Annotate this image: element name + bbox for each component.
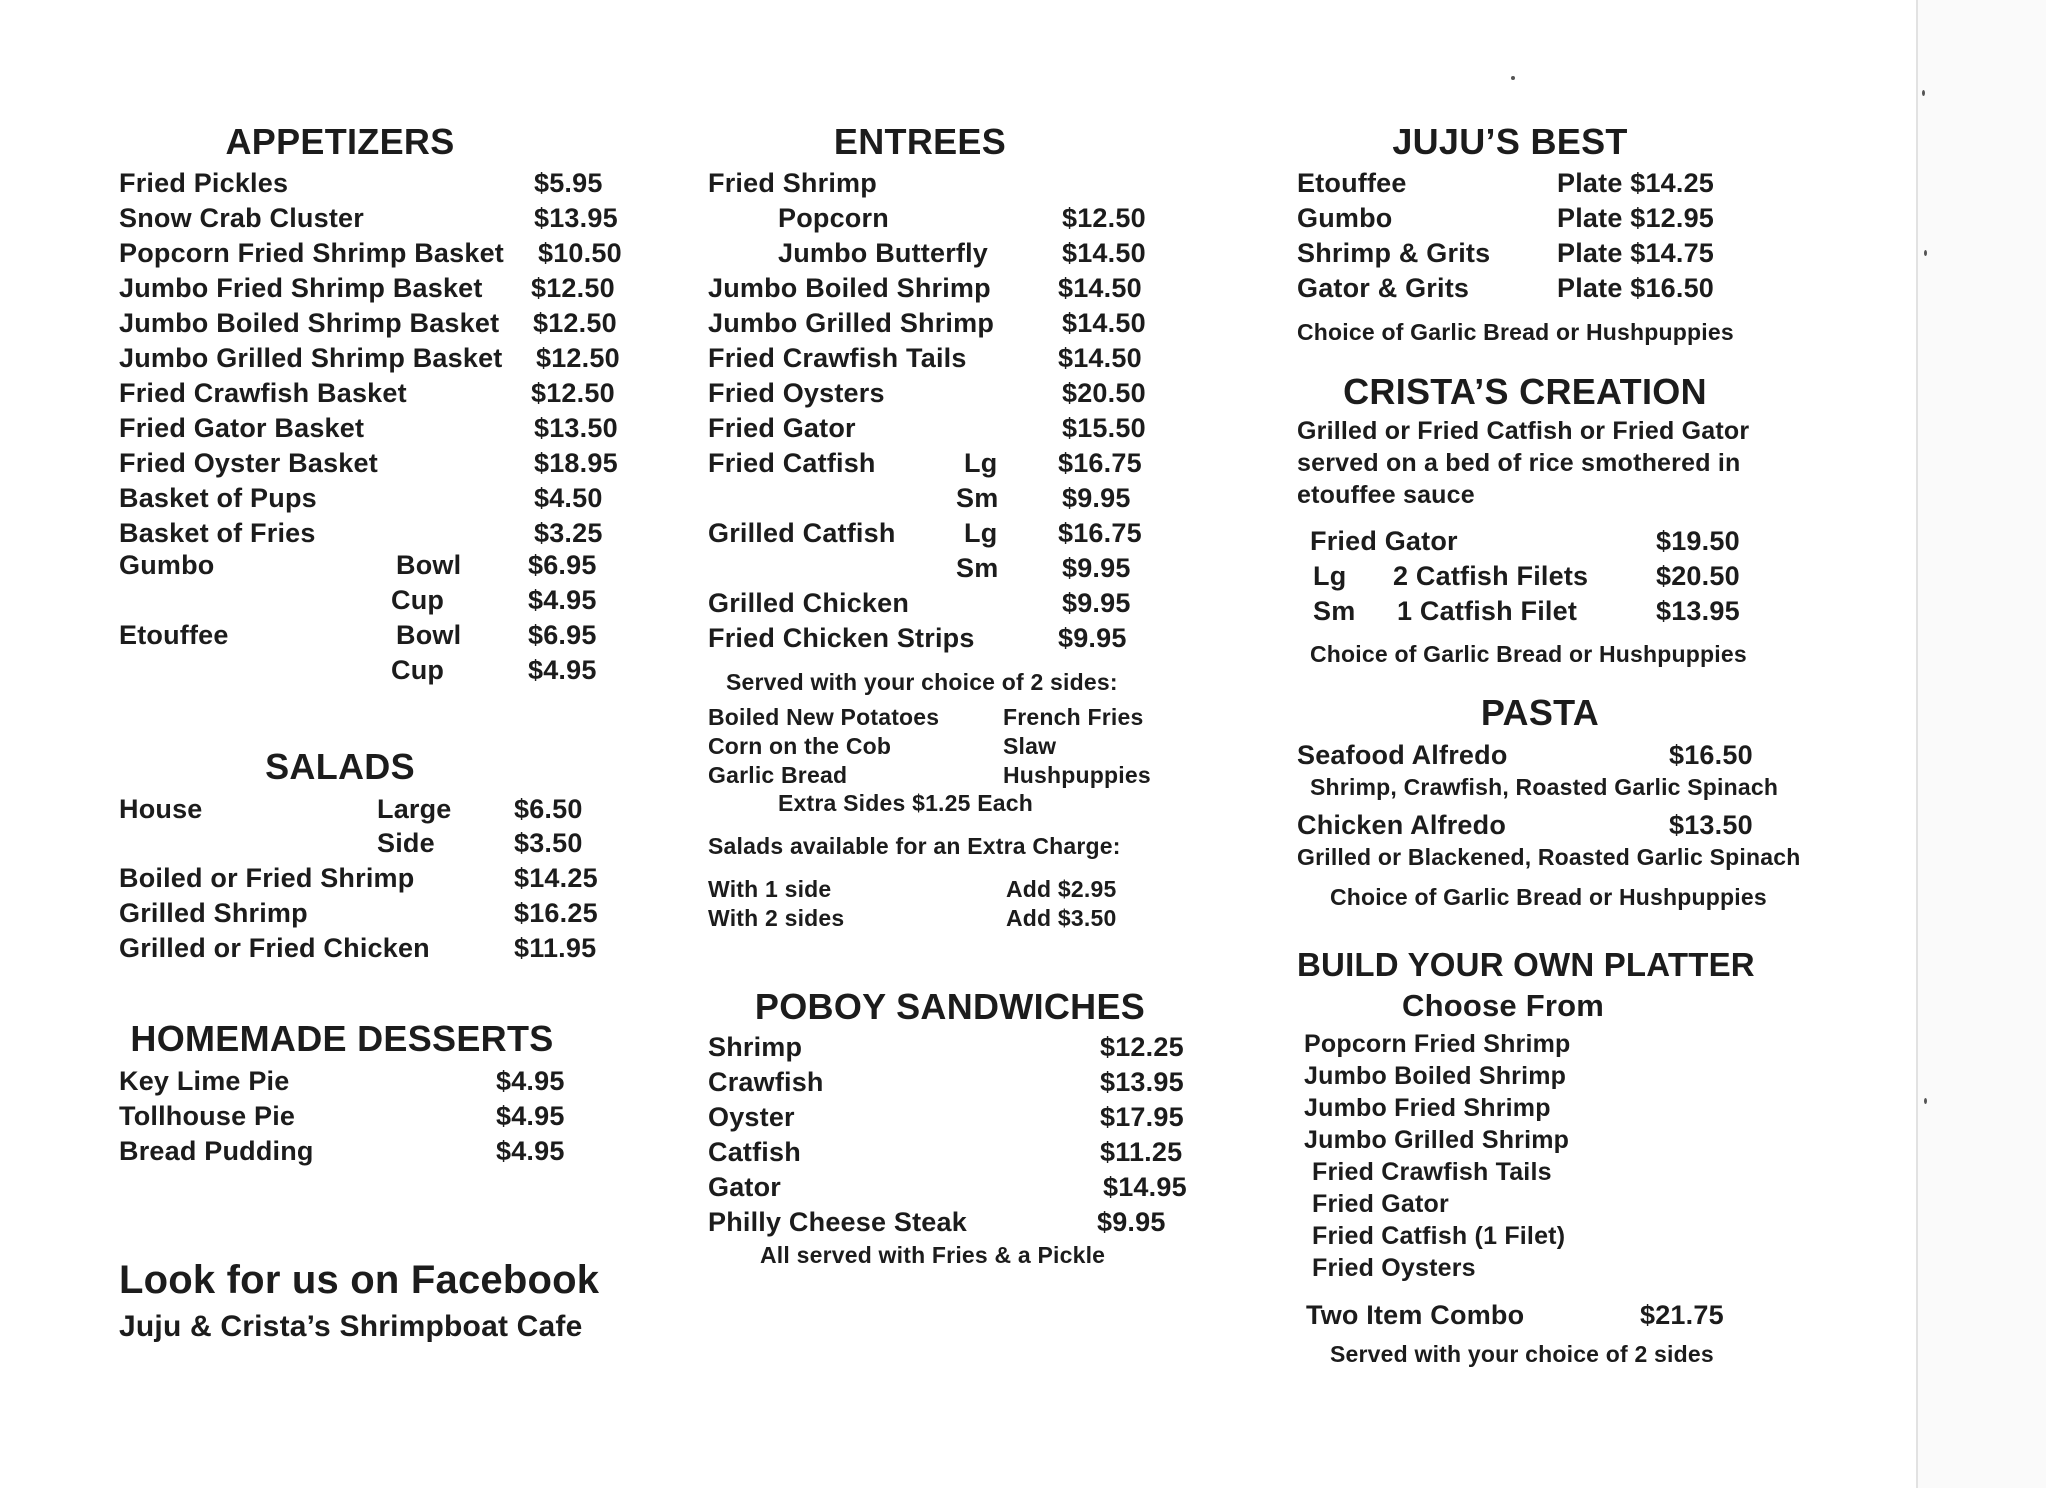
- etouffee-name: Etouffee: [119, 620, 229, 650]
- poboy-price: $9.95: [1097, 1207, 1166, 1237]
- entree-butterfly-name: Jumbo Butterfly: [778, 238, 989, 268]
- scan-speck: [1924, 1098, 1927, 1104]
- appetizer-name: Basket of Fries: [119, 518, 316, 548]
- side-right-name: French Fries: [1003, 704, 1144, 730]
- appetizer-price: $13.50: [534, 413, 618, 443]
- fried-catfish-name: Fried Catfish: [708, 448, 876, 478]
- crista-desc-line-name: served on a bed of rice smothered in: [1297, 449, 1741, 477]
- side-left-name: Boiled New Potatoes: [708, 704, 940, 730]
- salad-house-side-price: $3.50: [514, 828, 583, 858]
- entree-name: Fried Crawfish Tails: [708, 343, 967, 373]
- scan-speck: [1511, 76, 1515, 80]
- platter-item-name: Jumbo Fried Shrimp: [1304, 1094, 1551, 1122]
- appetizer-price: $4.50: [534, 483, 603, 513]
- poboy-price: $17.95: [1100, 1102, 1184, 1132]
- entree-price: $14.50: [1058, 273, 1142, 303]
- seafood-alfredo-desc: Shrimp, Crawfish, Roasted Garlic Spinach: [1310, 774, 1779, 800]
- entree-popcorn-price: $12.50: [1062, 203, 1146, 233]
- grilled-catfish-name: Grilled Catfish: [708, 518, 896, 548]
- appetizer-price: $3.25: [534, 518, 603, 548]
- jujus-best-price: Plate $14.25: [1557, 168, 1715, 198]
- salad-name: Grilled Shrimp: [119, 898, 308, 928]
- chicken-alfredo-name: Chicken Alfredo: [1297, 810, 1507, 840]
- extra-sides-note: Extra Sides $1.25 Each: [778, 790, 1033, 816]
- cristas-creation-note: Choice of Garlic Bread or Hushpuppies: [1310, 641, 1747, 667]
- appetizer-name: Fried Pickles: [119, 168, 289, 198]
- appetizer-price: $10.50: [538, 238, 622, 268]
- entree-price: $14.50: [1062, 308, 1146, 338]
- crista-lg-size: Lg: [1313, 561, 1347, 591]
- appetizer-price: $5.95: [534, 168, 603, 198]
- appetizer-price: $12.50: [533, 308, 617, 338]
- desserts-heading: HOMEMADE DESSERTS: [130, 1018, 554, 1059]
- entree-fried-shrimp: Fried Shrimp: [708, 168, 877, 198]
- platter-heading: BUILD YOUR OWN PLATTER: [1297, 946, 1755, 983]
- pasta-heading: PASTA: [1480, 692, 1600, 733]
- platter-item-name: Jumbo Grilled Shrimp: [1304, 1126, 1570, 1154]
- platter-item-name: Fried Catfish (1 Filet): [1312, 1222, 1566, 1250]
- gumbo-bowl-label: Bowl: [396, 550, 462, 580]
- platter-item-name: Fried Oysters: [1312, 1254, 1476, 1282]
- appetizer-name: Fried Gator Basket: [119, 413, 365, 443]
- salads-heading: SALADS: [265, 746, 415, 787]
- appetizer-name: Basket of Pups: [119, 483, 317, 513]
- salad-price: $14.25: [514, 863, 598, 893]
- jujus-best-name: Gumbo: [1297, 203, 1393, 233]
- jujus-best-name: Shrimp & Grits: [1297, 238, 1491, 268]
- salad-name: Grilled or Fried Chicken: [119, 933, 430, 963]
- etouffee-cup-price: $4.95: [528, 655, 597, 685]
- side-left-name: Corn on the Cob: [708, 733, 892, 759]
- entree-price: $9.95: [1062, 588, 1131, 618]
- platter-note: Served with your choice of 2 sides: [1330, 1341, 1714, 1367]
- entrees-heading: ENTREES: [833, 121, 1007, 162]
- appetizer-name: Popcorn Fried Shrimp Basket: [119, 238, 504, 268]
- with-1-side-label: With 1 side: [708, 876, 832, 902]
- grilled-catfish-sm-price: $9.95: [1062, 553, 1131, 583]
- crista-desc-line-name: etouffee sauce: [1297, 481, 1475, 509]
- appetizer-name: Fried Oyster Basket: [119, 448, 378, 478]
- poboy-name: Crawfish: [708, 1067, 824, 1097]
- poboy-heading: POBOY SANDWICHES: [754, 986, 1146, 1027]
- chicken-alfredo-price: $13.50: [1669, 810, 1753, 840]
- scan-speck: [1924, 250, 1927, 256]
- grilled-catfish-lg-label: Lg: [964, 518, 998, 548]
- appetizer-name: Fried Crawfish Basket: [119, 378, 407, 408]
- dessert-price: $4.95: [496, 1136, 565, 1166]
- page-fold-line: [1916, 0, 1918, 1488]
- crista-sm-price: $13.95: [1656, 596, 1740, 626]
- salads-extra-note: Salads available for an Extra Charge:: [708, 833, 1121, 859]
- salad-house-large-price: $6.50: [514, 794, 583, 824]
- fried-catfish-sm-price: $9.95: [1062, 483, 1131, 513]
- seafood-alfredo-name: Seafood Alfredo: [1297, 740, 1508, 770]
- salad-price: $11.95: [514, 933, 597, 963]
- appetizer-price: $18.95: [534, 448, 618, 478]
- appetizer-name: Jumbo Grilled Shrimp Basket: [119, 343, 503, 373]
- fried-catfish-lg-label: Lg: [964, 448, 998, 478]
- page-edge-shade: [1918, 0, 2046, 1488]
- entree-price: $15.50: [1062, 413, 1146, 443]
- entree-name: Jumbo Grilled Shrimp: [708, 308, 995, 338]
- etouffee-bowl-price: $6.95: [528, 620, 597, 650]
- etouffee-cup-label: Cup: [391, 655, 445, 685]
- salad-name: Boiled or Fried Shrimp: [119, 863, 415, 893]
- appetizer-name: Jumbo Fried Shrimp Basket: [119, 273, 483, 303]
- cafe-name: Juju & Crista’s Shrimpboat Cafe: [119, 1310, 583, 1343]
- gumbo-cup-label: Cup: [391, 585, 445, 615]
- entree-price: $14.50: [1058, 343, 1142, 373]
- side-right-name: Hushpuppies: [1003, 762, 1151, 788]
- entree-butterfly-price: $14.50: [1062, 238, 1146, 268]
- jujus-best-name: Etouffee: [1297, 168, 1407, 198]
- jujus-best-note: Choice of Garlic Bread or Hushpuppies: [1297, 319, 1734, 345]
- entree-name: Jumbo Boiled Shrimp: [708, 273, 991, 303]
- crista-sm-size: Sm: [1313, 596, 1356, 626]
- entree-name: Fried Gator: [708, 413, 856, 443]
- jujus-best-heading: JUJU’S BEST: [1392, 121, 1628, 162]
- scan-speck: [1922, 90, 1925, 96]
- salad-house-name: House: [119, 794, 203, 824]
- side-right-name: Slaw: [1003, 733, 1057, 759]
- poboy-price: $14.95: [1103, 1172, 1187, 1202]
- jujus-best-price: Plate $16.50: [1557, 273, 1715, 303]
- platter-item-name: Jumbo Boiled Shrimp: [1304, 1062, 1567, 1090]
- dessert-name: Tollhouse Pie: [119, 1101, 296, 1131]
- poboy-name: Catfish: [708, 1137, 801, 1167]
- crista-fried-gator-name: Fried Gator: [1310, 526, 1458, 556]
- with-2-sides-label: With 2 sides: [708, 905, 845, 931]
- fried-catfish-lg-price: $16.75: [1058, 448, 1142, 478]
- side-left-name: Garlic Bread: [708, 762, 848, 788]
- platter-subheading: Choose From: [1402, 988, 1604, 1023]
- poboy-price: $12.25: [1100, 1032, 1184, 1062]
- chicken-alfredo-desc: Grilled or Blackened, Roasted Garlic Spinach: [1297, 844, 1801, 870]
- sides-note: Served with your choice of 2 sides:: [726, 669, 1118, 695]
- poboy-price: $11.25: [1100, 1137, 1183, 1167]
- dessert-price: $4.95: [496, 1101, 565, 1131]
- pasta-note: Choice of Garlic Bread or Hushpuppies: [1330, 884, 1767, 910]
- etouffee-bowl-label: Bowl: [396, 620, 462, 650]
- dessert-price: $4.95: [496, 1066, 565, 1096]
- appetizer-name: Jumbo Boiled Shrimp Basket: [119, 308, 500, 338]
- platter-item-name: Fried Crawfish Tails: [1312, 1158, 1552, 1186]
- entree-price: $20.50: [1062, 378, 1146, 408]
- with-1-side-price: Add $2.95: [1006, 876, 1117, 902]
- platter-item-name: Popcorn Fried Shrimp: [1304, 1030, 1571, 1058]
- gumbo-cup-price: $4.95: [528, 585, 597, 615]
- with-2-sides-price: Add $3.50: [1006, 905, 1117, 931]
- gumbo-name: Gumbo: [119, 550, 215, 580]
- dessert-name: Bread Pudding: [119, 1136, 314, 1166]
- poboy-name: Philly Cheese Steak: [708, 1207, 967, 1237]
- grilled-catfish-lg-price: $16.75: [1058, 518, 1142, 548]
- platter-item-name: Fried Gator: [1312, 1190, 1449, 1218]
- grilled-catfish-sm-label: Sm: [956, 553, 999, 583]
- fried-catfish-sm-label: Sm: [956, 483, 999, 513]
- entree-name: Fried Oysters: [708, 378, 885, 408]
- crista-lg-price: $20.50: [1656, 561, 1740, 591]
- entree-name: Fried Chicken Strips: [708, 623, 975, 653]
- poboy-name: Oyster: [708, 1102, 795, 1132]
- appetizer-price: $12.50: [531, 378, 615, 408]
- poboy-price: $13.95: [1100, 1067, 1184, 1097]
- dessert-name: Key Lime Pie: [119, 1066, 290, 1096]
- facebook-line: Look for us on Facebook: [119, 1258, 600, 1302]
- jujus-best-price: Plate $12.95: [1557, 203, 1715, 233]
- poboy-name: Gator: [708, 1172, 782, 1202]
- appetizer-price: $13.95: [534, 203, 618, 233]
- salad-house-side-label: Side: [377, 828, 435, 858]
- entree-price: $9.95: [1058, 623, 1127, 653]
- appetizer-price: $12.50: [531, 273, 615, 303]
- crista-fried-gator-price: $19.50: [1656, 526, 1740, 556]
- crista-lg-name: 2 Catfish Filets: [1393, 561, 1589, 591]
- jujus-best-price: Plate $14.75: [1557, 238, 1715, 268]
- poboy-note: All served with Fries & a Pickle: [760, 1242, 1106, 1268]
- appetizers-heading: APPETIZERS: [225, 121, 455, 162]
- salad-price: $16.25: [514, 898, 598, 928]
- jujus-best-name: Gator & Grits: [1297, 273, 1470, 303]
- salad-house-large-label: Large: [377, 794, 452, 824]
- seafood-alfredo-price: $16.50: [1669, 740, 1753, 770]
- combo-price: $21.75: [1640, 1300, 1724, 1330]
- gumbo-bowl-price: $6.95: [528, 550, 597, 580]
- crista-desc-line-name: Grilled or Fried Catfish or Fried Gator: [1297, 417, 1750, 445]
- cristas-creation-heading: CRISTA’S CREATION: [1343, 371, 1707, 412]
- poboy-name: Shrimp: [708, 1032, 803, 1062]
- appetizer-name: Snow Crab Cluster: [119, 203, 364, 233]
- appetizer-price: $12.50: [536, 343, 620, 373]
- combo-name: Two Item Combo: [1306, 1300, 1525, 1330]
- entree-name: Grilled Chicken: [708, 588, 910, 618]
- entree-popcorn-name: Popcorn: [778, 203, 889, 233]
- crista-sm-name: 1 Catfish Filet: [1397, 596, 1578, 626]
